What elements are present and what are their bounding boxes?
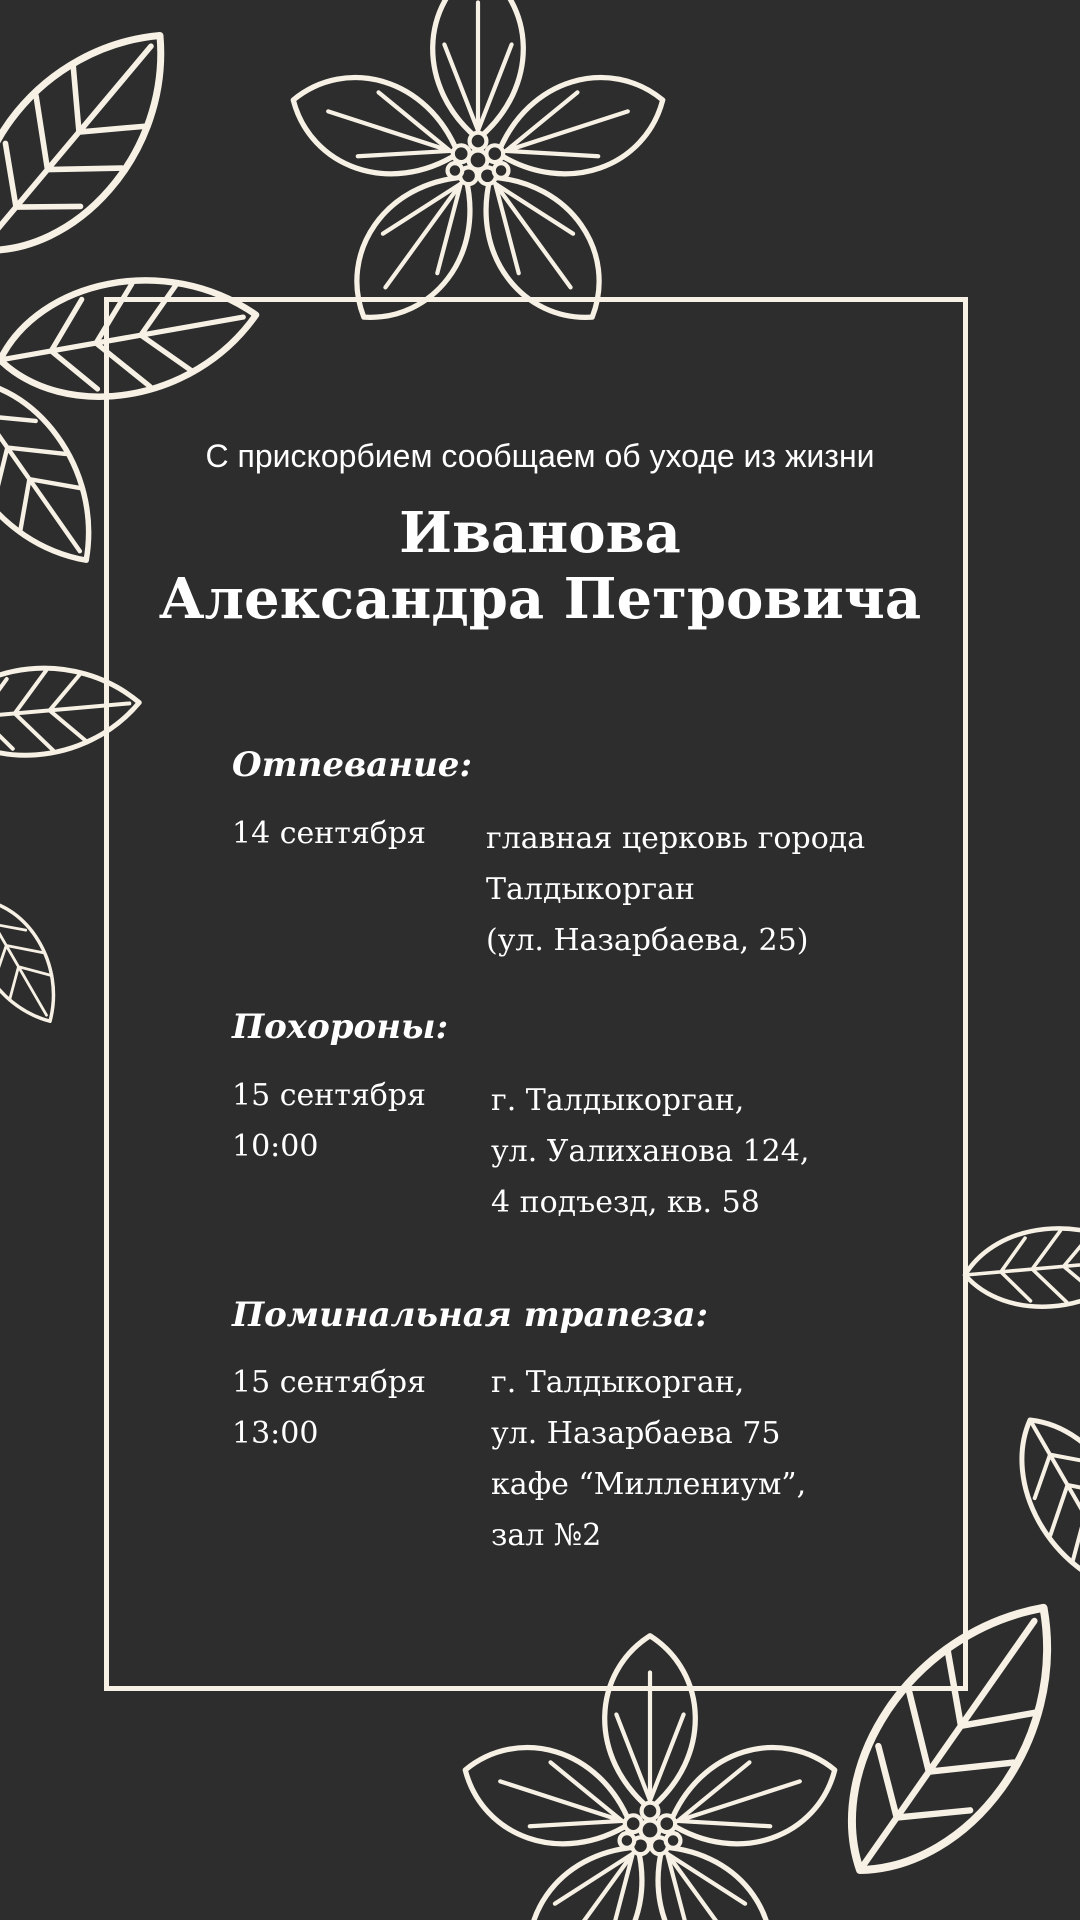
place-line: 4 подъезд, кв. 58: [491, 1185, 760, 1220]
place-line: ул. Уалиханова 124,: [491, 1134, 810, 1169]
name-line-1: Иванова: [399, 500, 681, 566]
date-text: 14 сентября: [232, 816, 426, 851]
leaf-icon: [993, 1398, 1080, 1614]
date-text: 15 сентября: [232, 1078, 426, 1113]
burial-datetime: [232, 1070, 426, 1172]
funeral-service-date: [232, 808, 426, 859]
funeral-service-place: [486, 813, 865, 966]
leaf-icon: [0, 885, 76, 1036]
time-text: 13:00: [232, 1416, 319, 1451]
place-line: (ул. Назарбаева, 25): [486, 923, 809, 958]
place-line: кафе “Миллениум”,: [491, 1467, 807, 1502]
leaf-icon: [962, 1221, 1080, 1314]
place-line: зал №2: [491, 1518, 602, 1553]
date-text: 15 сентября: [232, 1365, 426, 1400]
place-line: г. Талдыкорган,: [491, 1083, 745, 1118]
burial-place: [491, 1075, 809, 1228]
place-line: г. Талдыкорган,: [491, 1365, 745, 1400]
place-line: главная церковь города: [486, 821, 866, 856]
memorial-meal-title: Поминальная трапеза:: [232, 1295, 709, 1335]
deceased-name: [104, 500, 976, 632]
leaf-icon: [0, 0, 206, 289]
intro-text: С прискорбием сообщаем об уходе из жизни: [205, 438, 875, 474]
flower-icon: [279, 0, 676, 344]
time-text: 10:00: [232, 1129, 319, 1164]
place-line: ул. Назарбаева 75: [491, 1416, 781, 1451]
name-line-2: Александра Петровича: [158, 566, 922, 632]
place-line: Талдыкорган: [486, 872, 695, 907]
memorial-meal-place: [491, 1357, 806, 1561]
funeral-service-title: Отпевание:: [232, 745, 472, 785]
burial-title: Похороны:: [232, 1007, 449, 1047]
memorial-meal-datetime: [232, 1357, 426, 1459]
